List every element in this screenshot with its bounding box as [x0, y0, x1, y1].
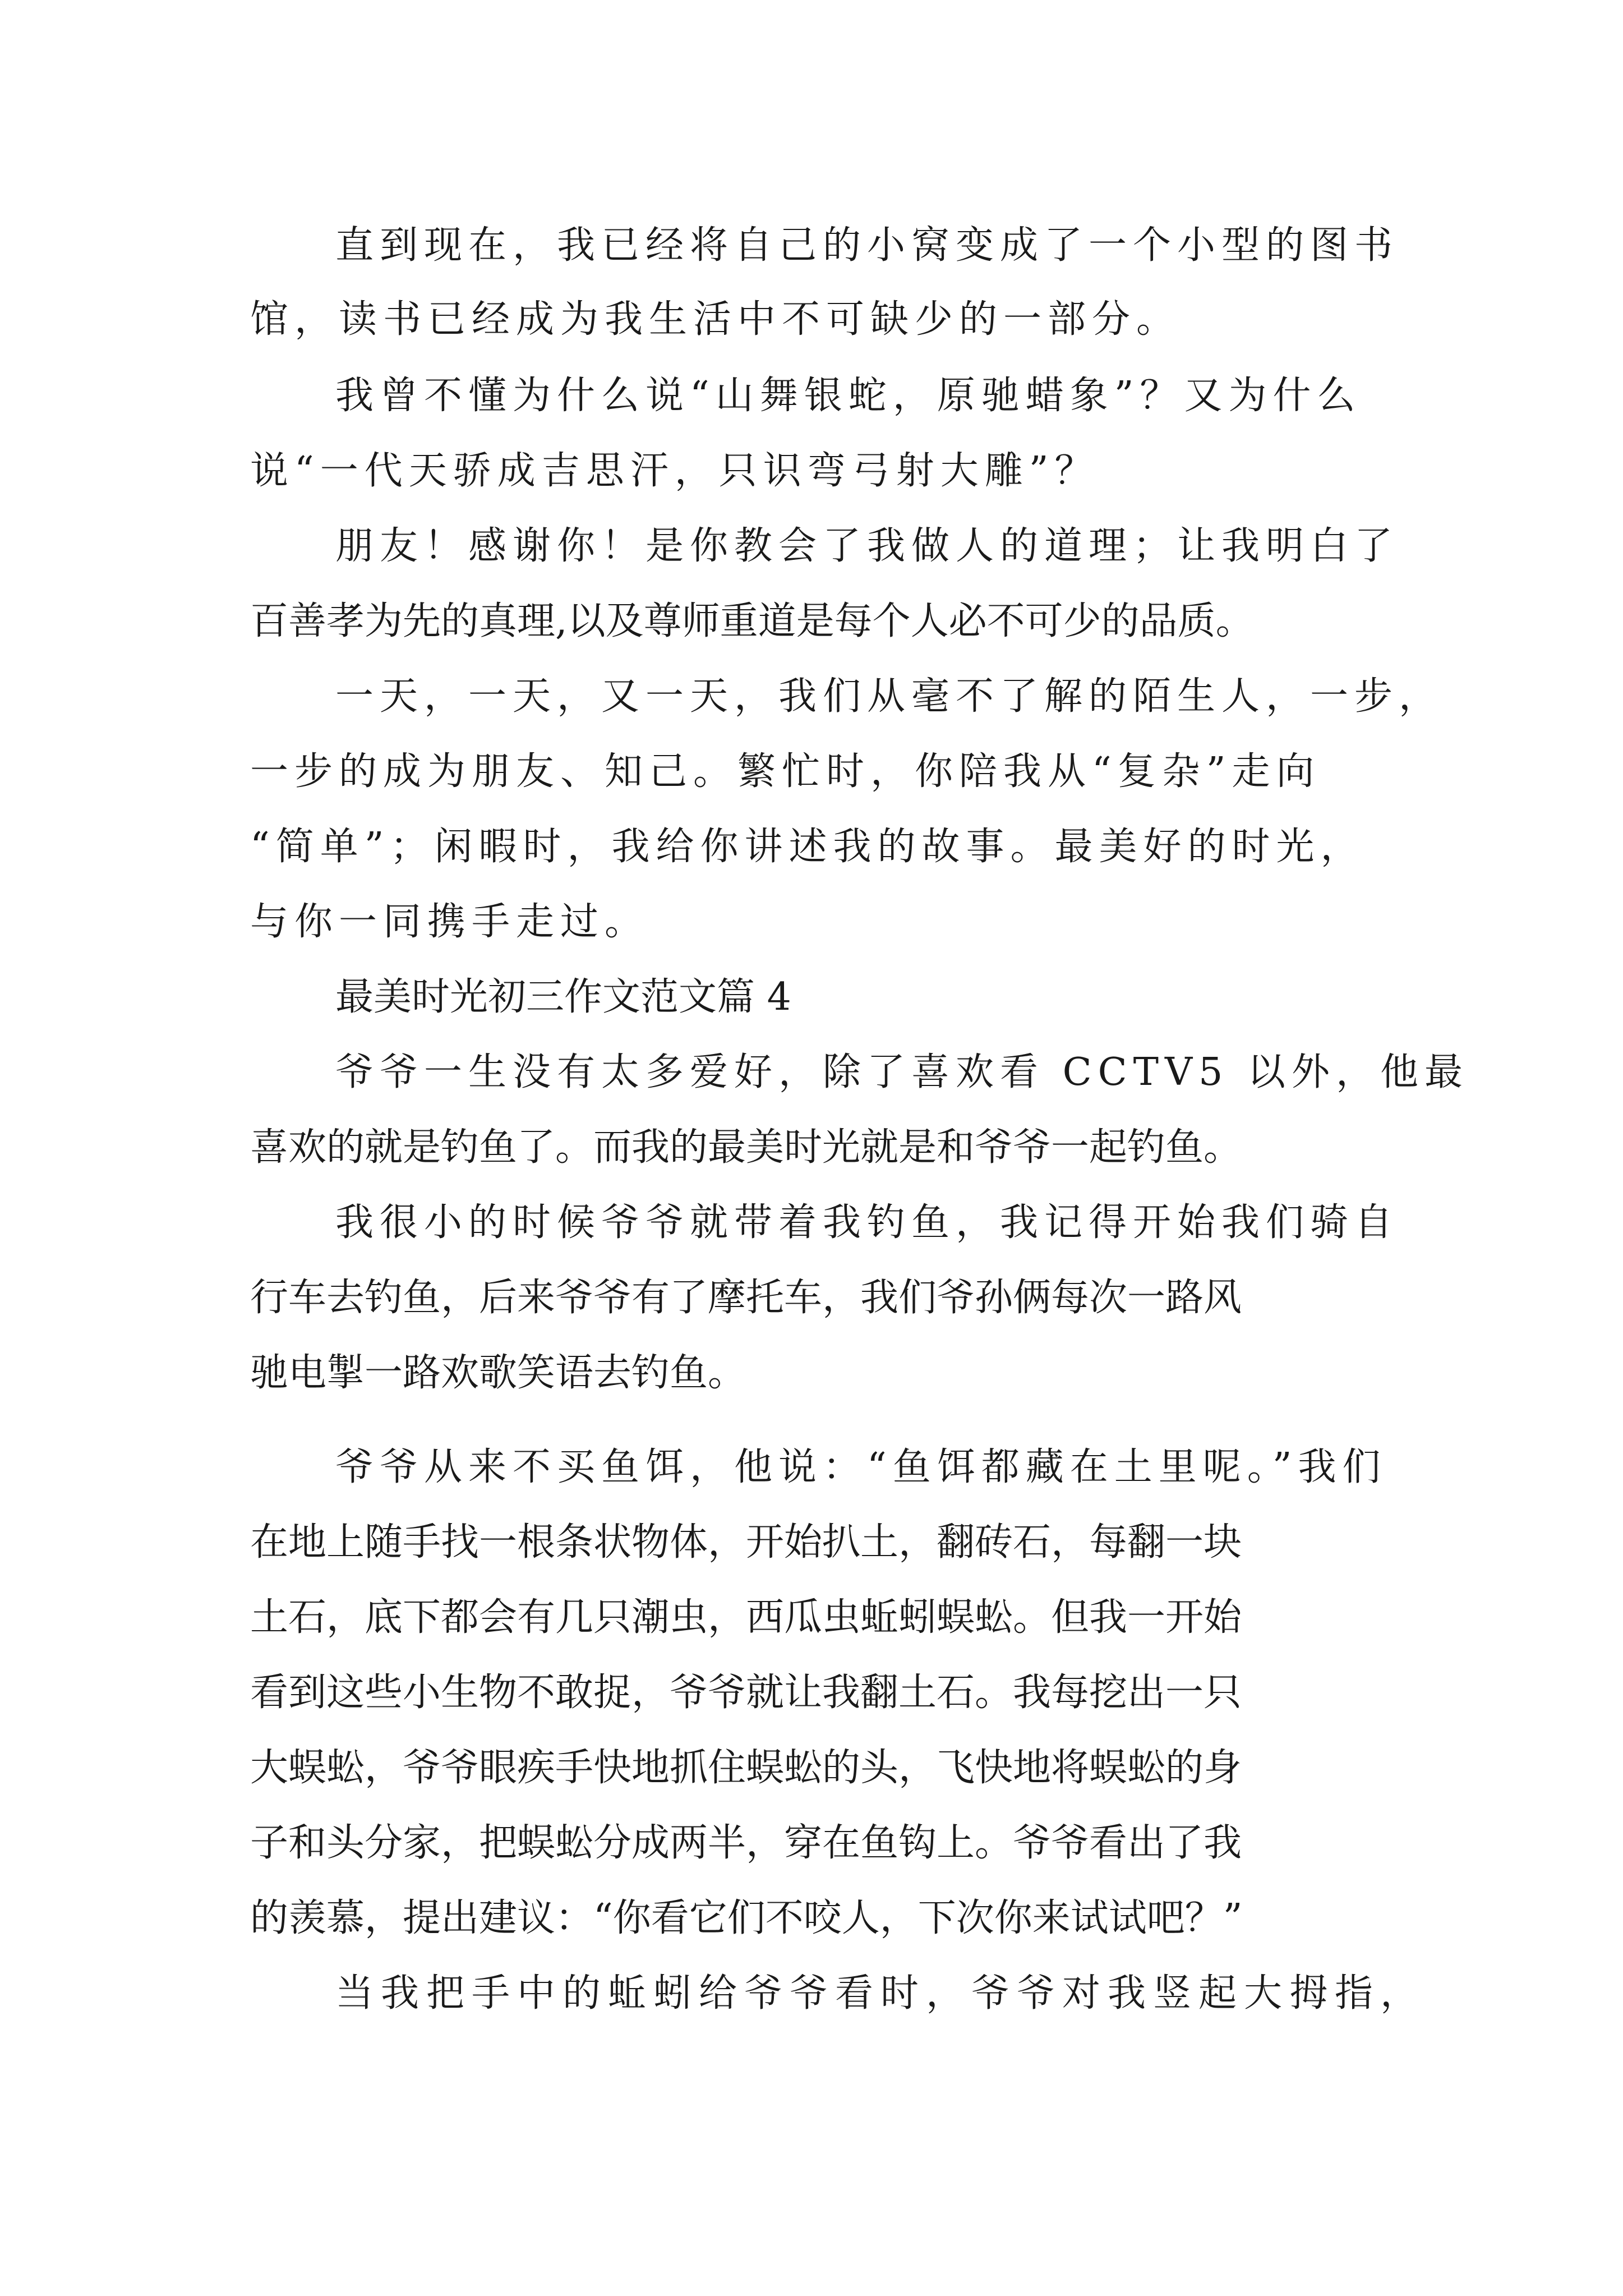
text-line: 大蜈蚣，爷爷眼疾手快地抓住蜈蚣的头，飞快地将蜈蚣的身 — [250, 1746, 1242, 1790]
text-line: 在地上随手找一根条状物体，开始扒土，翻砖石，每翻一块 — [250, 1520, 1242, 1565]
text-line: 我曾不懂为什么说“山舞银蛇，原驰蜡象”？又为什么 — [335, 374, 1362, 418]
text-line: 说“一代天骄成吉思汗，只识弯弓射大雕”？ — [250, 449, 1099, 493]
text-line: “简单”；闲暇时，我给你讲述我的故事。最美好的时光， — [250, 825, 1365, 869]
text-line: 百善孝为先的真理,以及尊师重道是每个人必不可少的品质。 — [250, 599, 1254, 643]
text-line: 爷爷一生没有太多爱好，除了喜欢看 CCTV5 以外，他最 — [335, 1050, 1469, 1094]
text-line: 行车去钓鱼，后来爷爷有了摩托车，我们爷孙俩每次一路风 — [250, 1276, 1242, 1320]
text-line: 子和头分家，把蜈蚣分成两半，穿在鱼钩上。爷爷看出了我 — [250, 1821, 1242, 1865]
text-line: 土石，底下都会有几只潮虫，西瓜虫蚯蚓蜈蚣。但我一开始 — [250, 1595, 1242, 1640]
text-line: 的羡慕，提出建议：“你看它们不咬人，下次你来试试吧？” — [250, 1896, 1243, 1940]
text-line: 一天，一天，又一天，我们从毫不了解的陌生人，一步， — [335, 674, 1444, 719]
text-line: 一步的成为朋友、知己。繁忙时，你陪我从“复杂”走向 — [250, 749, 1321, 794]
section-heading: 最美时光初三作文范文篇 4 — [335, 975, 791, 1019]
text-line: 驰电掣一路欢歌笑语去钓鱼。 — [250, 1351, 746, 1395]
text-line: 爷爷从来不买鱼饵，他说：“鱼饵都藏在土里呢。”我们 — [335, 1445, 1387, 1489]
text-line: 与你一同携手走过。 — [250, 900, 649, 944]
text-line: 当我把手中的蚯蚓给爷爷看时，爷爷对我竖起大拇指， — [335, 1971, 1426, 2016]
text-line: 直到现在，我已经将自己的小窝变成了一个小型的图书 — [335, 223, 1399, 268]
text-line: 看到这些小生物不敢捉，爷爷就让我翻土石。我每挖出一只 — [250, 1671, 1242, 1715]
text-line: 朋友！感谢你！是你教会了我做人的道理；让我明白了 — [335, 524, 1399, 568]
text-line: 馆，读书已经成为我生活中不可缺少的一部分。 — [250, 297, 1181, 342]
text-line: 喜欢的就是钓鱼了。而我的最美时光就是和爷爷一起钓鱼。 — [250, 1125, 1242, 1170]
text-line: 我很小的时候爷爷就带着我钓鱼，我记得开始我们骑自 — [335, 1200, 1399, 1245]
